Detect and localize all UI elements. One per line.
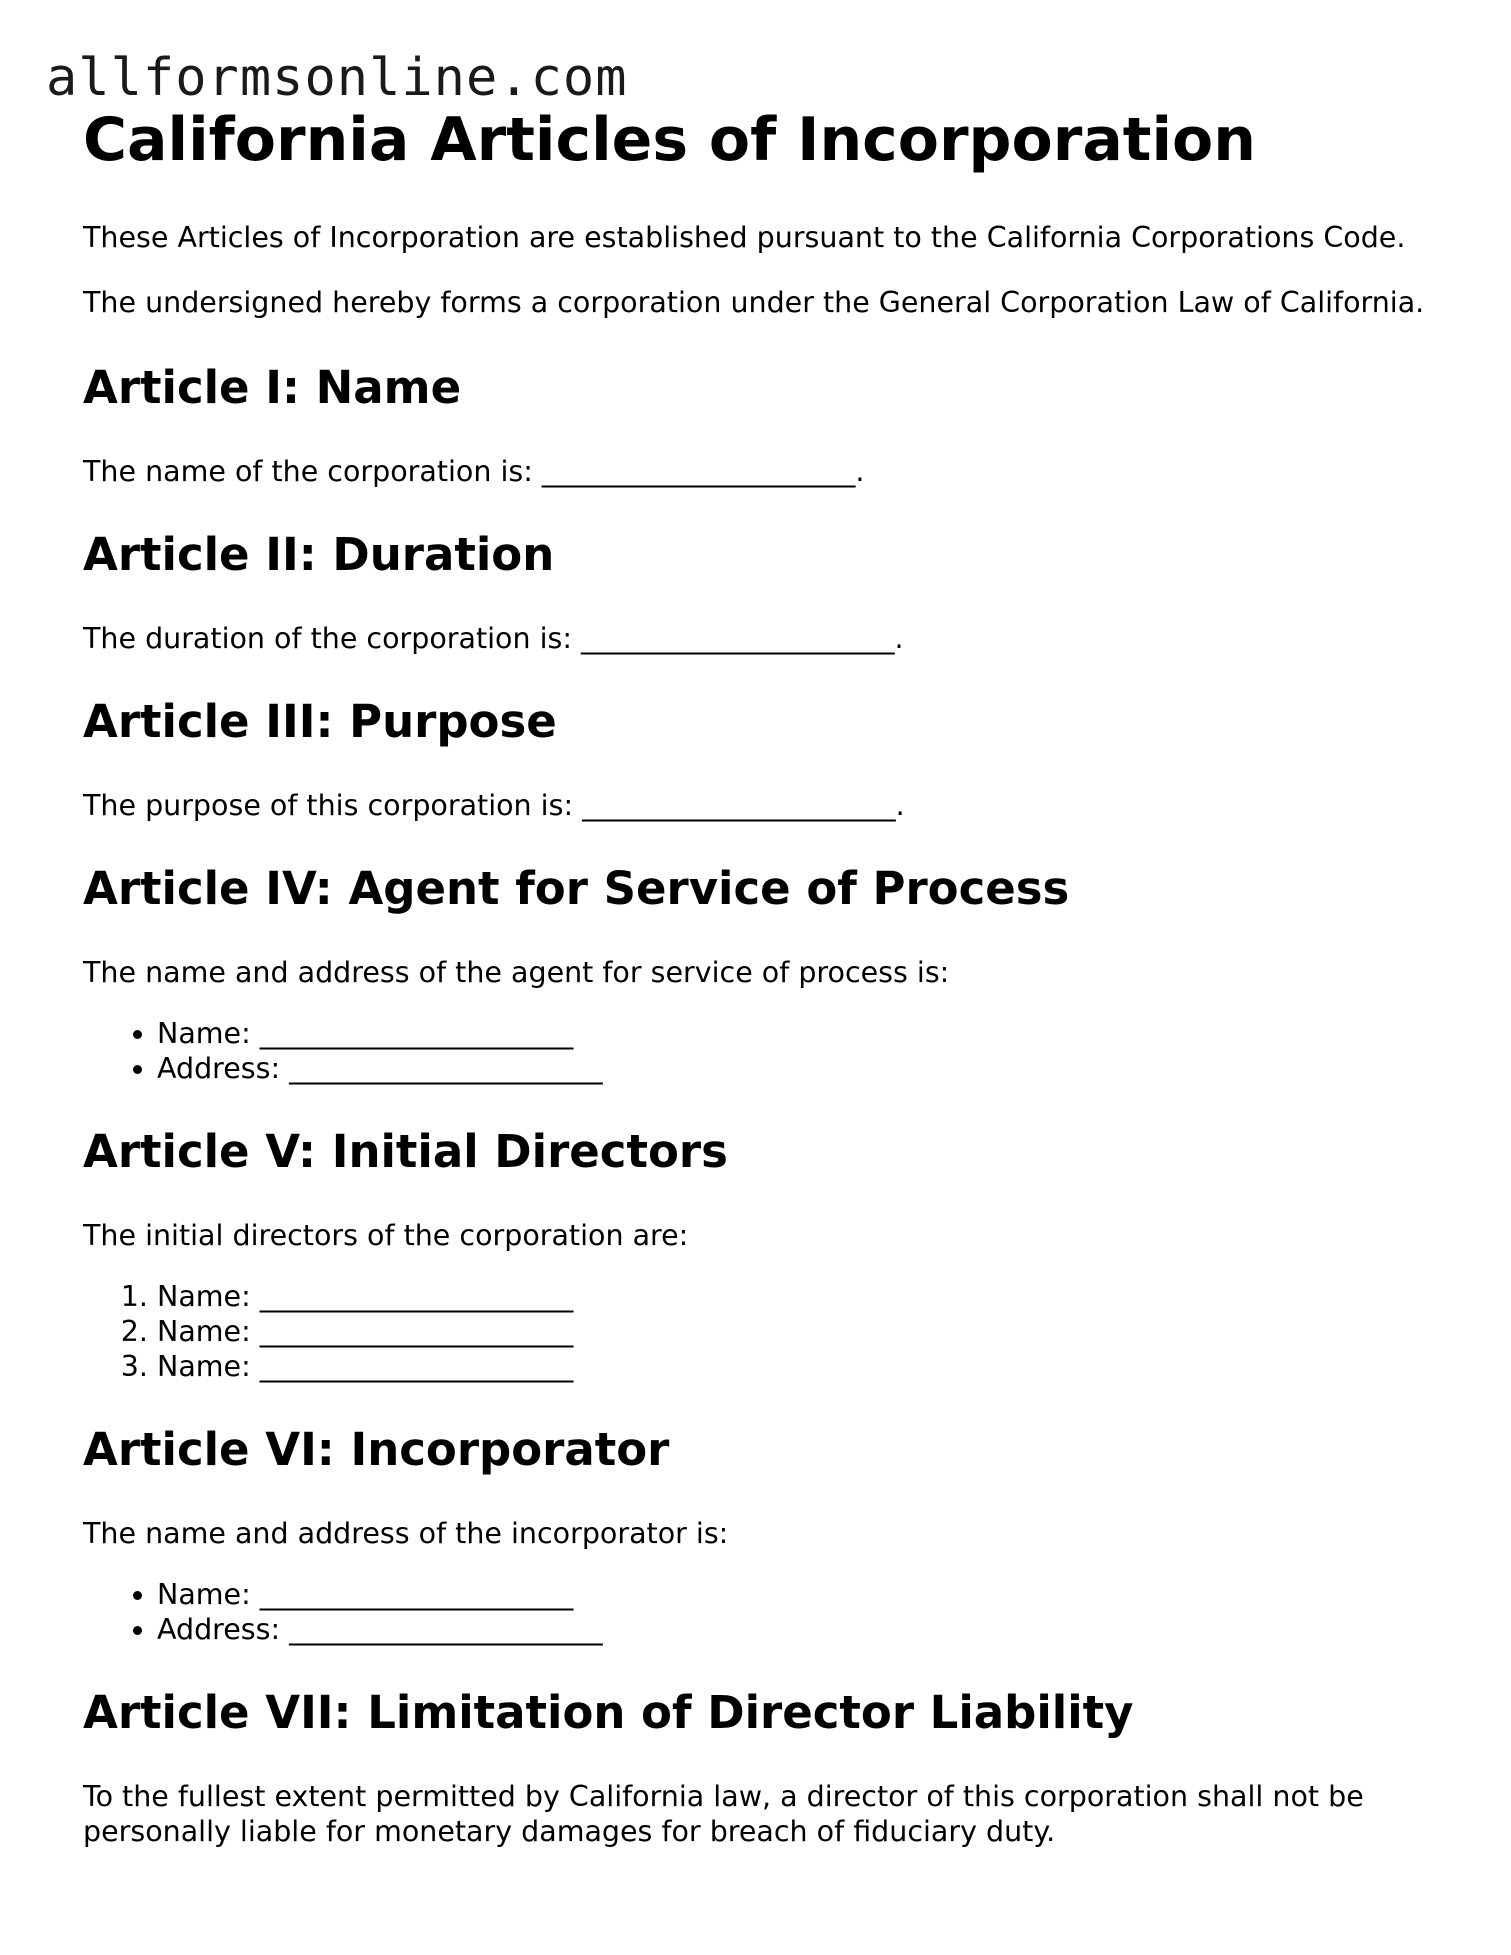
incorporator-address-field: • Address: ______________________ <box>157 1612 1443 1647</box>
article-incorporator-heading: Article VI: Incorporator <box>83 1423 670 1476</box>
agent-name-field: • Name: ______________________ <box>157 1016 1443 1051</box>
agent-list <box>83 1016 1443 1086</box>
article-agent-text: The name and address of the agent for service of process is: <box>83 956 950 989</box>
article-directors-heading: Article V: Initial Directors <box>83 1125 728 1178</box>
directors-list <box>83 1279 1443 1384</box>
article-incorporator-section <box>83 1422 1443 1647</box>
article-purpose-text: The purpose of this corporation is: ______________________. <box>83 789 905 822</box>
incorporator-name-field: • Name: ______________________ <box>157 1577 1443 1612</box>
agent-address-field: • Address: ______________________ <box>157 1051 1443 1086</box>
article-duration-text: The duration of the corporation is: ______________________. <box>83 622 904 655</box>
watermark: allformsonline.com <box>46 48 628 108</box>
director-name-field-3: 3. Name: ______________________ <box>157 1349 1443 1384</box>
article-name-section <box>83 360 1443 489</box>
article-agent-heading: Article IV: Agent for Service of Process <box>83 862 1070 915</box>
document <box>83 100 1443 1849</box>
page-title: California Articles of Incorporation <box>83 105 1256 175</box>
article-name-text: The name of the corporation is: ______________________. <box>83 455 865 488</box>
article-agent-section <box>83 861 1443 1086</box>
article-name-heading: Article I: Name <box>83 361 462 414</box>
article-duration-heading: Article II: Duration <box>83 528 555 581</box>
article-liability-section <box>83 1685 1443 1849</box>
article-directors-text: The initial directors of the corporation are: <box>83 1219 689 1252</box>
article-liability-heading: Article VII: Limitation of Director Liability <box>83 1686 1134 1739</box>
article-directors-section <box>83 1124 1443 1384</box>
intro-paragraph-2: The undersigned hereby forms a corporation under the General Corporation Law of California. <box>83 286 1425 319</box>
article-duration-section <box>83 527 1443 656</box>
intro-paragraph-1: These Articles of Incorporation are established pursuant to the California Corporations Code. <box>83 221 1406 254</box>
director-name-field-1: 1. Name: ______________________ <box>157 1279 1443 1314</box>
incorporator-list <box>83 1577 1443 1647</box>
article-liability-text: To the fullest extent permitted by California law, a director of this corporation shall not be personally liable for monetary damages for breach of fiduciary duty. <box>83 1780 1364 1848</box>
director-name-field-2: 2. Name: ______________________ <box>157 1314 1443 1349</box>
article-purpose-heading: Article III: Purpose <box>83 695 557 748</box>
article-purpose-section <box>83 694 1443 823</box>
article-incorporator-text: The name and address of the incorporator is: <box>83 1517 729 1550</box>
